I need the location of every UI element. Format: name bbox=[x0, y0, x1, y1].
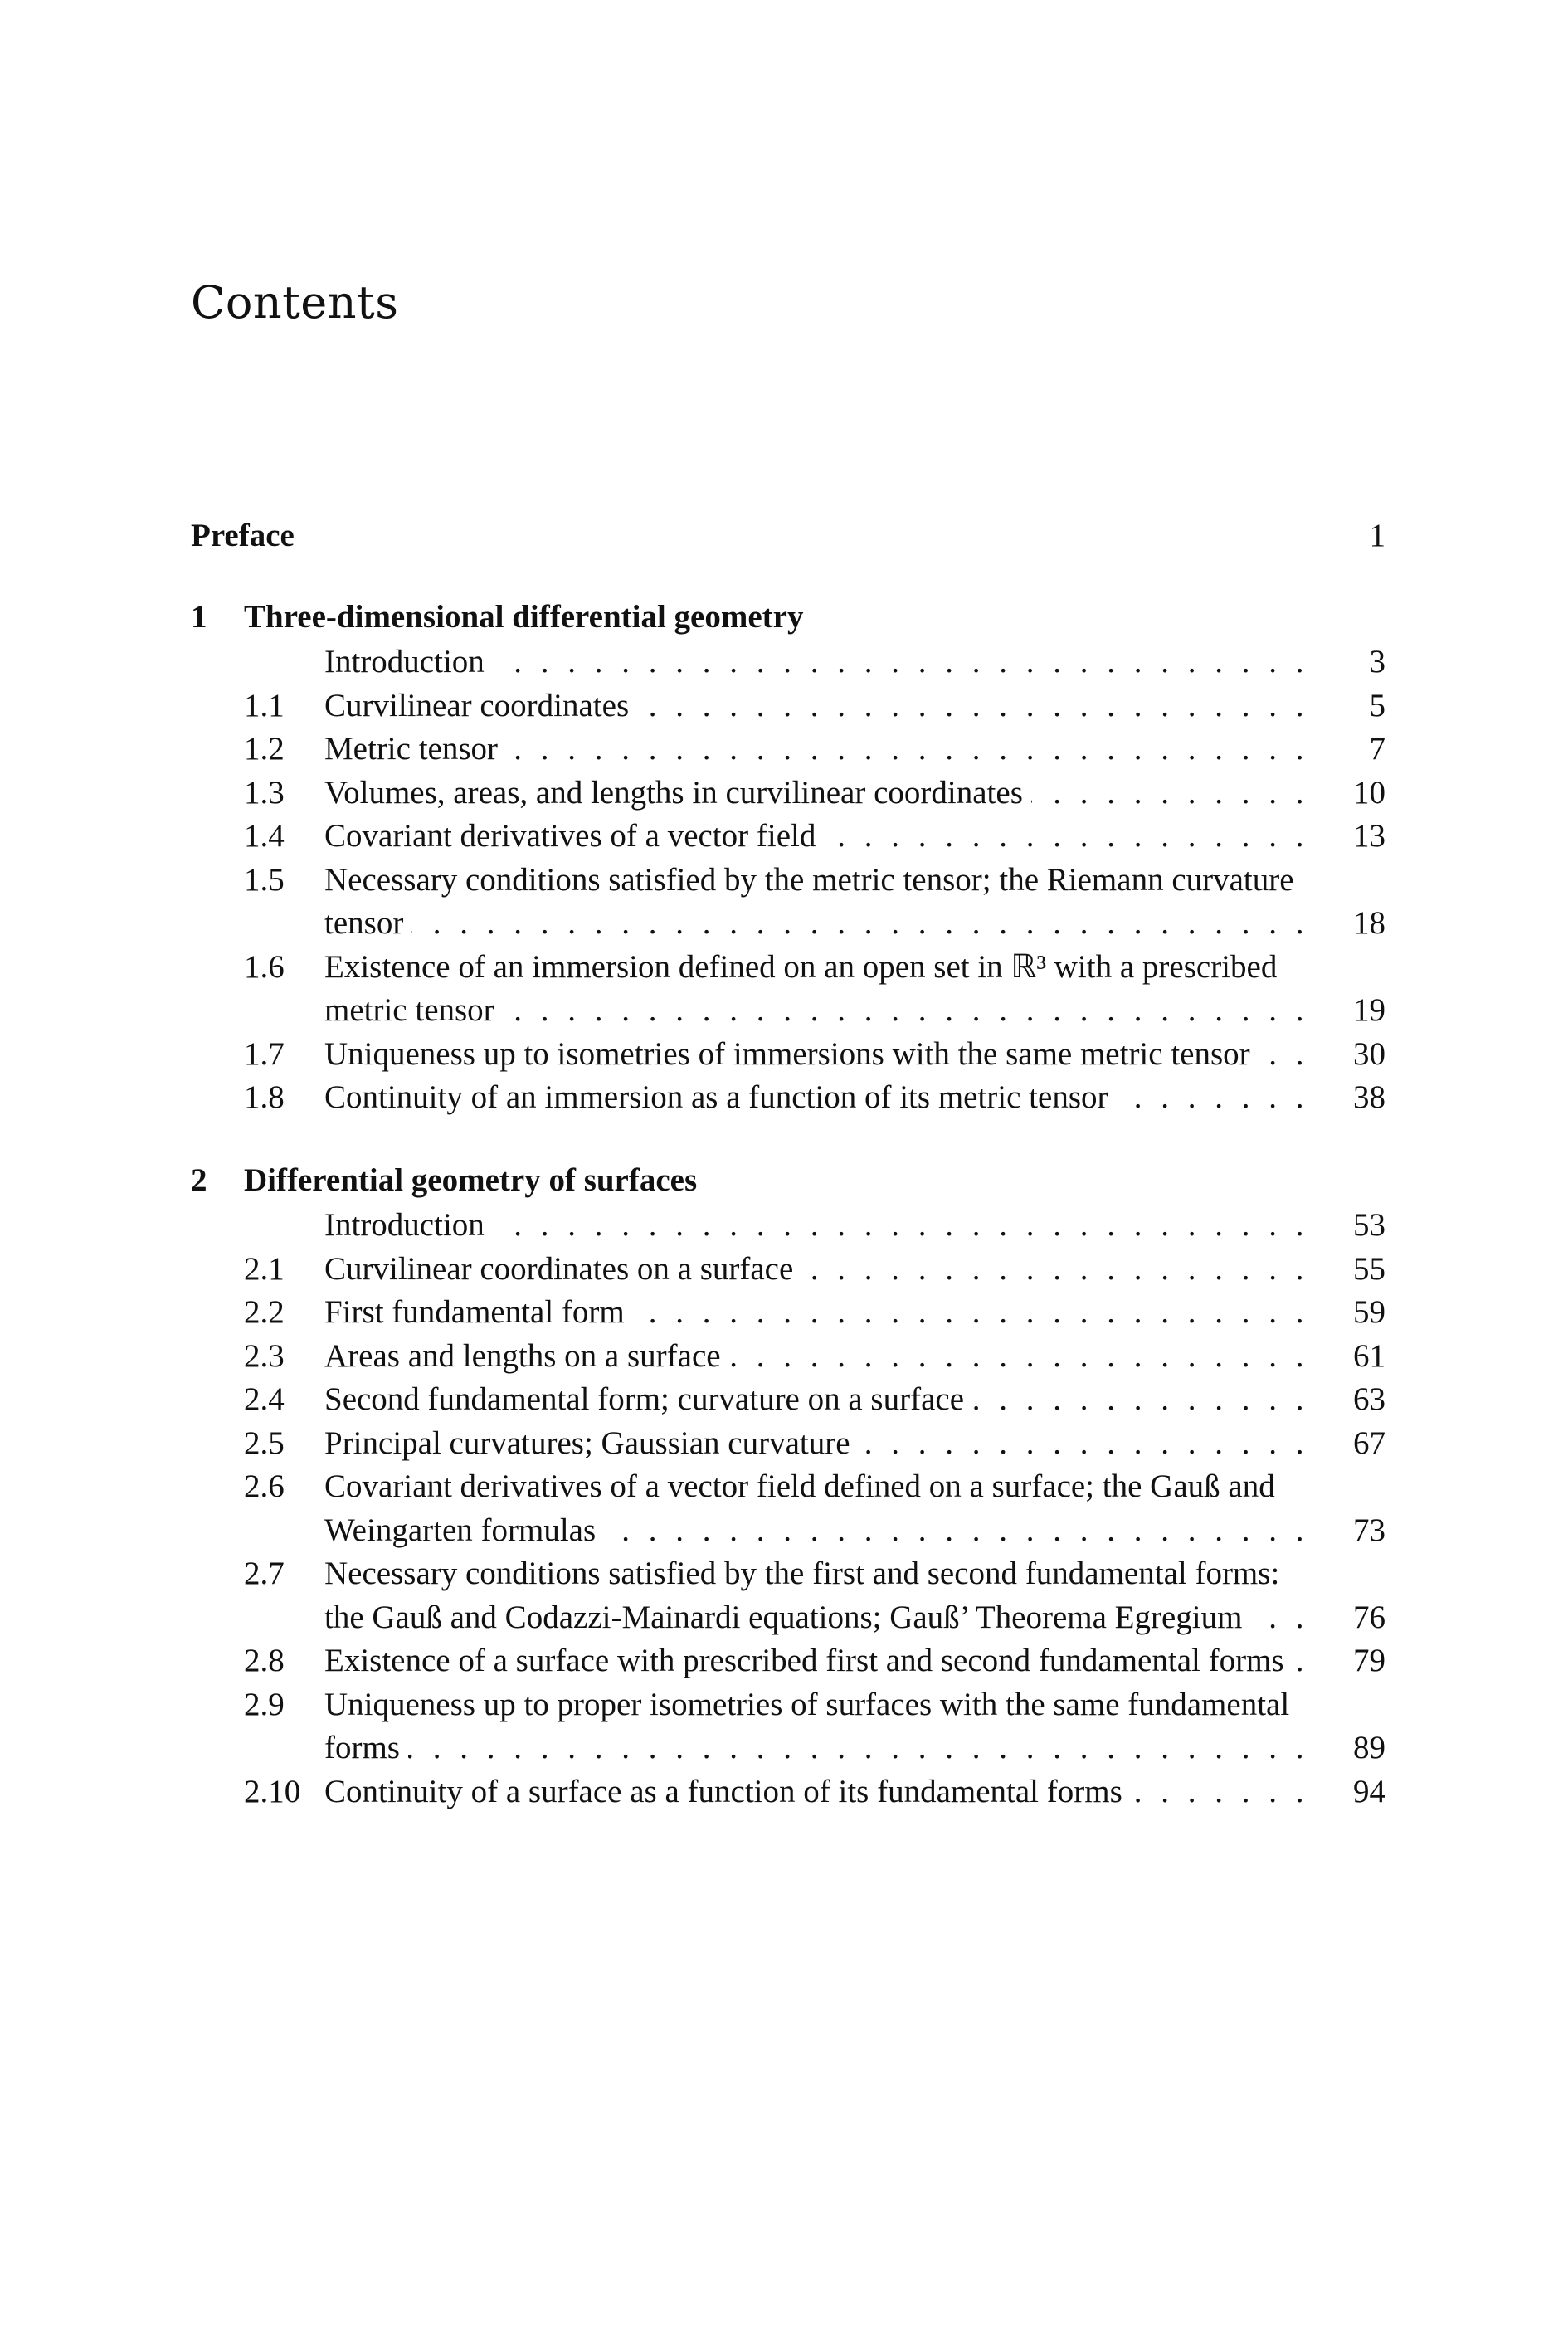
section-title: Necessary conditions satisfied by the metric tensor; the Riemann curvature tensor bbox=[324, 861, 1294, 941]
section-title-with-leader bbox=[324, 1076, 1314, 1120]
section-page-number: 7 bbox=[1369, 731, 1385, 767]
section-number bbox=[191, 640, 324, 684]
section-number: 2.5 bbox=[244, 1424, 285, 1461]
section-page-number: 59 bbox=[1353, 1294, 1385, 1330]
toc-entry[interactable] bbox=[191, 1683, 1385, 1770]
section-page-number: 61 bbox=[1353, 1337, 1385, 1374]
section-page-number: 3 bbox=[1369, 644, 1385, 679]
preface-page: 1 bbox=[1369, 518, 1385, 553]
toc-entry[interactable] bbox=[191, 1033, 1385, 1077]
section-title-with-leader bbox=[324, 1683, 1314, 1770]
section-number: 2.3 bbox=[244, 1337, 285, 1374]
section-page-number: 5 bbox=[1369, 687, 1385, 723]
section-number: 1.6 bbox=[244, 948, 285, 985]
section-page-number: 30 bbox=[1353, 1035, 1385, 1072]
section-page-number: 38 bbox=[1353, 1079, 1385, 1115]
chapter-title: Differential geometry of surfaces bbox=[244, 1161, 698, 1198]
section-title-with-leader bbox=[324, 1033, 1314, 1077]
toc-entry[interactable] bbox=[191, 1422, 1385, 1466]
section-title-with-leader bbox=[324, 946, 1314, 1033]
chapter-heading[interactable] bbox=[191, 1159, 1385, 1203]
section-title: Introduction bbox=[324, 1207, 493, 1243]
toc-preface[interactable] bbox=[191, 514, 1385, 558]
chapter-number: 1 bbox=[191, 598, 207, 635]
section-page-number: 19 bbox=[1353, 992, 1385, 1028]
chapter-list bbox=[191, 596, 1385, 1814]
section-page-number: 10 bbox=[1353, 774, 1385, 811]
toc-entry[interactable] bbox=[191, 1770, 1385, 1814]
section-page-number: 73 bbox=[1353, 1512, 1385, 1548]
section-title-with-leader bbox=[324, 1639, 1314, 1683]
toc-entry[interactable] bbox=[191, 1639, 1385, 1683]
section-title: Areas and lengths on a surface bbox=[324, 1338, 729, 1374]
section-page-number: 53 bbox=[1353, 1207, 1385, 1243]
toc-entry[interactable] bbox=[191, 1204, 1385, 1248]
toc-entry[interactable] bbox=[191, 1465, 1385, 1552]
section-page-number: 13 bbox=[1353, 818, 1385, 854]
section-title-with-leader bbox=[324, 1378, 1314, 1422]
section-title-with-leader bbox=[324, 640, 1314, 684]
section-number: 2.1 bbox=[244, 1250, 285, 1287]
section-title-with-leader bbox=[324, 1335, 1314, 1379]
toc-entry[interactable] bbox=[191, 640, 1385, 684]
section-page-number: 18 bbox=[1353, 905, 1385, 941]
section-title: Second fundamental form; curvature on a surface bbox=[324, 1381, 972, 1417]
section-title-with-leader bbox=[324, 772, 1314, 816]
section-number: 2.6 bbox=[244, 1468, 285, 1504]
toc-entry[interactable] bbox=[191, 1076, 1385, 1120]
section-title-with-leader bbox=[324, 815, 1314, 859]
page-title: Contents bbox=[191, 276, 399, 329]
section-title-with-leader bbox=[324, 1248, 1314, 1292]
section-number: 1.3 bbox=[244, 774, 285, 811]
toc-entry[interactable] bbox=[191, 815, 1385, 859]
section-number: 2.7 bbox=[244, 1556, 285, 1591]
section-title-with-leader bbox=[324, 1422, 1314, 1466]
section-title: Existence of an immersion defined on an open set in ℝ³ with a prescribed metric tensor bbox=[324, 948, 1278, 1028]
toc-entry[interactable] bbox=[191, 1552, 1385, 1639]
section-title: Uniqueness up to proper isometries of surfaces with the same fundamental forms bbox=[324, 1686, 1290, 1765]
section-title: Metric tensor bbox=[324, 731, 506, 767]
section-number: 1.5 bbox=[244, 861, 285, 898]
section-title-with-leader bbox=[324, 1770, 1314, 1814]
section-number: 1.4 bbox=[244, 818, 285, 854]
section-number: 2.9 bbox=[244, 1686, 285, 1722]
toc-entry[interactable] bbox=[191, 1378, 1385, 1422]
section-title-with-leader bbox=[324, 684, 1314, 728]
section-page-number: 67 bbox=[1353, 1424, 1385, 1461]
section-title: Existence of a surface with prescribed first and second fundamental forms bbox=[324, 1643, 1293, 1678]
table-of-contents bbox=[191, 514, 1385, 1853]
section-title: Covariant derivatives of a vector field defined on a surface; the Gauß and Weingarten formulas bbox=[324, 1468, 1275, 1548]
section-title-with-leader bbox=[324, 859, 1314, 946]
section-number: 1.7 bbox=[244, 1035, 285, 1072]
section-page-number: 76 bbox=[1353, 1599, 1385, 1635]
section-title: Covariant derivatives of a vector field bbox=[324, 818, 824, 854]
toc-entry[interactable] bbox=[191, 728, 1385, 772]
section-number bbox=[191, 1204, 324, 1248]
section-page-number: 79 bbox=[1353, 1643, 1385, 1678]
section-number: 2.10 bbox=[244, 1773, 301, 1809]
section-page-number: 55 bbox=[1353, 1250, 1385, 1287]
chapter-title: Three-dimensional differential geometry bbox=[244, 598, 804, 635]
toc-entry[interactable] bbox=[191, 1335, 1385, 1379]
section-number: 1.1 bbox=[244, 687, 285, 723]
section-title: Introduction bbox=[324, 644, 493, 679]
section-page-number: 94 bbox=[1353, 1773, 1385, 1809]
section-title-with-leader bbox=[324, 728, 1314, 772]
toc-entry[interactable] bbox=[191, 859, 1385, 946]
section-title: Continuity of an immersion as a function of its metric tensor bbox=[324, 1079, 1117, 1115]
section-title-with-leader bbox=[324, 1552, 1314, 1639]
toc-entry[interactable] bbox=[191, 946, 1385, 1033]
toc-entry[interactable] bbox=[191, 1291, 1385, 1335]
chapter-1 bbox=[191, 596, 1385, 1120]
section-page-number: 63 bbox=[1353, 1381, 1385, 1417]
section-number: 1.8 bbox=[244, 1079, 285, 1115]
section-title: Volumes, areas, and lengths in curvilinear coordinates bbox=[324, 775, 1031, 811]
preface-label: Preface bbox=[191, 518, 295, 553]
section-title-with-leader bbox=[324, 1204, 1314, 1248]
section-title: Continuity of a surface as a function of its fundamental forms bbox=[324, 1774, 1131, 1809]
chapter-2 bbox=[191, 1159, 1385, 1814]
chapter-heading[interactable] bbox=[191, 596, 1385, 640]
section-title-with-leader bbox=[324, 1291, 1314, 1335]
section-title: Curvilinear coordinates on a surface bbox=[324, 1251, 801, 1287]
section-page-number: 89 bbox=[1353, 1730, 1385, 1765]
section-title-with-leader bbox=[324, 1465, 1314, 1552]
section-number: 1.2 bbox=[244, 731, 285, 767]
section-title: Curvilinear coordinates bbox=[324, 688, 637, 723]
section-title: Necessary conditions satisfied by the first and second fundamental forms: the Gauß and Codazzi-Mainardi equations; Gauß’ Theorema Egregium bbox=[324, 1556, 1280, 1635]
toc-entry[interactable] bbox=[191, 684, 1385, 728]
section-title: First fundamental form bbox=[324, 1294, 633, 1330]
section-title: Principal curvatures; Gaussian curvature bbox=[324, 1425, 859, 1461]
chapter-number: 2 bbox=[191, 1161, 207, 1198]
section-number: 2.8 bbox=[244, 1643, 285, 1678]
section-title: Uniqueness up to isometries of immersions with the same metric tensor bbox=[324, 1036, 1259, 1072]
section-number: 2.2 bbox=[244, 1294, 285, 1330]
section-number: 2.4 bbox=[244, 1381, 285, 1417]
toc-entry[interactable] bbox=[191, 1248, 1385, 1292]
toc-entry[interactable] bbox=[191, 772, 1385, 816]
